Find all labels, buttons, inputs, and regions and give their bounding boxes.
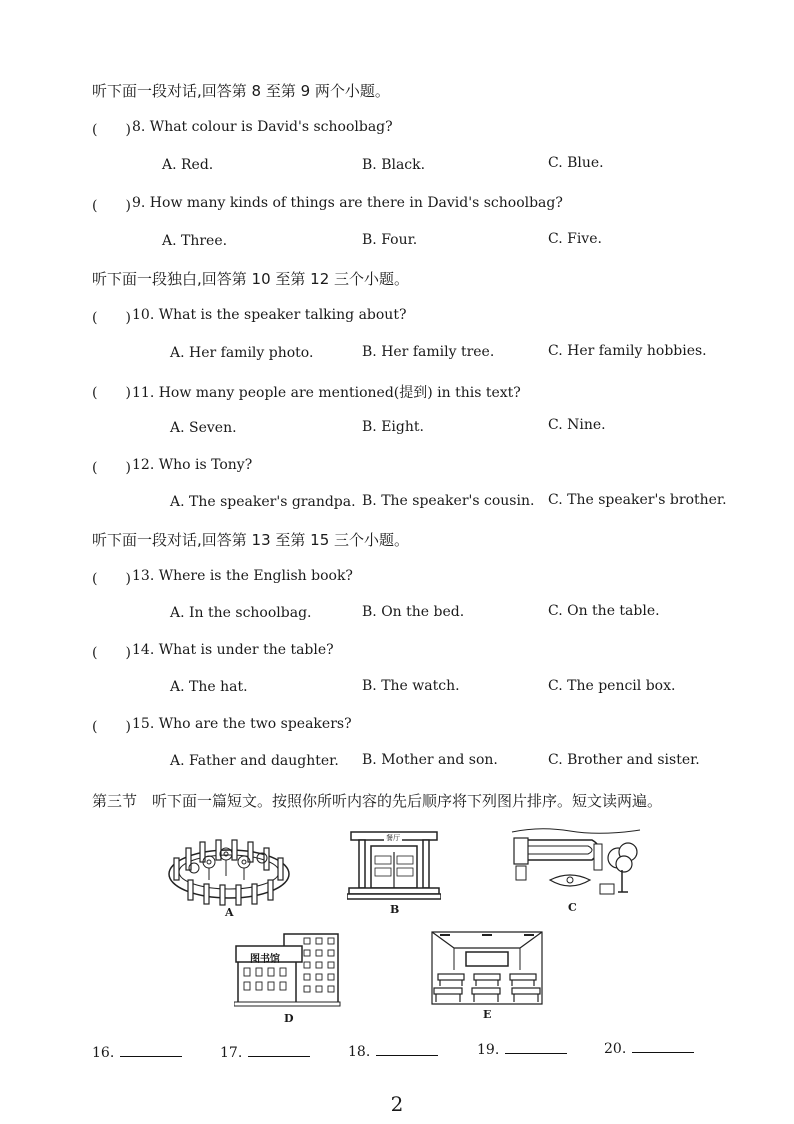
- option-c: C. Five.: [548, 231, 602, 247]
- picture-label-d: D: [284, 1012, 294, 1025]
- answer-paren: ( ): [92, 310, 131, 326]
- blank-line: [632, 1040, 694, 1053]
- picture-label-c: C: [568, 901, 577, 914]
- question-stem: 12. Who is Tony?: [132, 457, 253, 473]
- question-stem: 9. How many kinds of things are there in David's schoolbag?: [132, 195, 563, 211]
- option-b: B. Eight.: [362, 419, 424, 435]
- blank-line: [505, 1041, 567, 1054]
- question-14: [0, 642, 794, 662]
- option-c: C. Nine.: [548, 417, 606, 433]
- section-header-13-15: 听下面一段对话,回答第 13 至第 15 三个小题。: [92, 531, 410, 549]
- option-a: A. Father and daughter.: [170, 753, 339, 769]
- question-9: [0, 195, 794, 215]
- option-b: B. Four.: [362, 232, 418, 248]
- answer-blank-18[interactable]: [348, 1043, 438, 1060]
- option-b: B. Black.: [362, 157, 426, 173]
- answer-paren: ( ): [92, 122, 131, 138]
- option-b: B. The watch.: [362, 678, 460, 694]
- option-b: B. The speaker's cousin.: [362, 493, 535, 509]
- option-c: C. The speaker's brother.: [548, 492, 727, 508]
- garden-picture: [164, 828, 294, 906]
- option-a: A. The hat.: [170, 679, 248, 695]
- playground-picture: [510, 826, 642, 898]
- blank-line: [376, 1043, 438, 1056]
- question-10: [0, 307, 794, 327]
- answer-paren: ( ): [92, 385, 131, 401]
- question-stem: 13. Where is the English book?: [132, 568, 353, 584]
- classroom-picture: [430, 930, 544, 1006]
- answer-paren: ( ): [92, 645, 131, 661]
- answer-paren: ( ): [92, 460, 131, 476]
- question-8: [0, 119, 794, 139]
- blank-number: 20.: [604, 1041, 627, 1057]
- picture-label-a: A: [225, 906, 234, 919]
- question-13: [0, 568, 794, 588]
- library-picture: [234, 932, 342, 1008]
- option-b: B. Mother and son.: [362, 752, 498, 768]
- blank-number: 19.: [477, 1042, 500, 1058]
- option-a: A. Three.: [162, 233, 228, 249]
- section-header-10-12: 听下面一段独白,回答第 10 至第 12 三个小题。: [92, 270, 410, 288]
- answer-paren: ( ): [92, 571, 131, 587]
- restaurant-sign-text: 餐厅: [386, 834, 400, 842]
- blank-line: [248, 1044, 310, 1057]
- question-11: [0, 382, 794, 402]
- answer-blank-20[interactable]: [604, 1040, 694, 1057]
- section-header-part3: 第三节 听下面一篇短文。按照你所听内容的先后顺序将下列图片排序。短文读两遍。: [92, 792, 663, 810]
- question-stem: 8. What colour is David's schoolbag?: [132, 119, 393, 135]
- option-c: C. Her family hobbies.: [548, 343, 707, 359]
- option-a: A. The speaker's grandpa.: [170, 494, 356, 510]
- option-c: C. The pencil box.: [548, 678, 676, 694]
- page-number: 2: [390, 1092, 404, 1116]
- option-a: A. Seven.: [170, 420, 237, 436]
- answer-blank-17[interactable]: [220, 1044, 310, 1061]
- blank-number: 18.: [348, 1044, 371, 1060]
- option-b: B. On the bed.: [362, 604, 465, 620]
- blank-line: [120, 1044, 182, 1057]
- answer-blank-19[interactable]: [477, 1041, 567, 1058]
- blank-number: 16.: [92, 1045, 115, 1061]
- picture-label-e: E: [483, 1008, 492, 1021]
- question-stem: 10. What is the speaker talking about?: [132, 307, 407, 323]
- answer-blank-16[interactable]: [92, 1044, 182, 1061]
- option-b: B. Her family tree.: [362, 344, 495, 360]
- option-c: C. Blue.: [548, 155, 604, 171]
- library-sign-text: 图书馆: [250, 954, 280, 965]
- picture-label-b: B: [390, 903, 400, 916]
- option-a: A. In the schoolbag.: [170, 605, 312, 621]
- question-stem: 15. Who are the two speakers?: [132, 716, 352, 732]
- question-15: [0, 716, 794, 736]
- answer-paren: ( ): [92, 719, 131, 735]
- option-a: A. Red.: [162, 157, 214, 173]
- blank-number: 17.: [220, 1045, 243, 1061]
- option-a: A. Her family photo.: [170, 345, 314, 361]
- option-c: C. Brother and sister.: [548, 752, 700, 768]
- question-stem: 11. How many people are mentioned(提到) in this text?: [132, 385, 521, 401]
- question-12: [0, 457, 794, 477]
- option-c: C. On the table.: [548, 603, 660, 619]
- answer-paren: ( ): [92, 198, 131, 214]
- question-stem: 14. What is under the table?: [132, 642, 334, 658]
- section-header-8-9: 听下面一段对话,回答第 8 至第 9 两个小题。: [92, 82, 390, 100]
